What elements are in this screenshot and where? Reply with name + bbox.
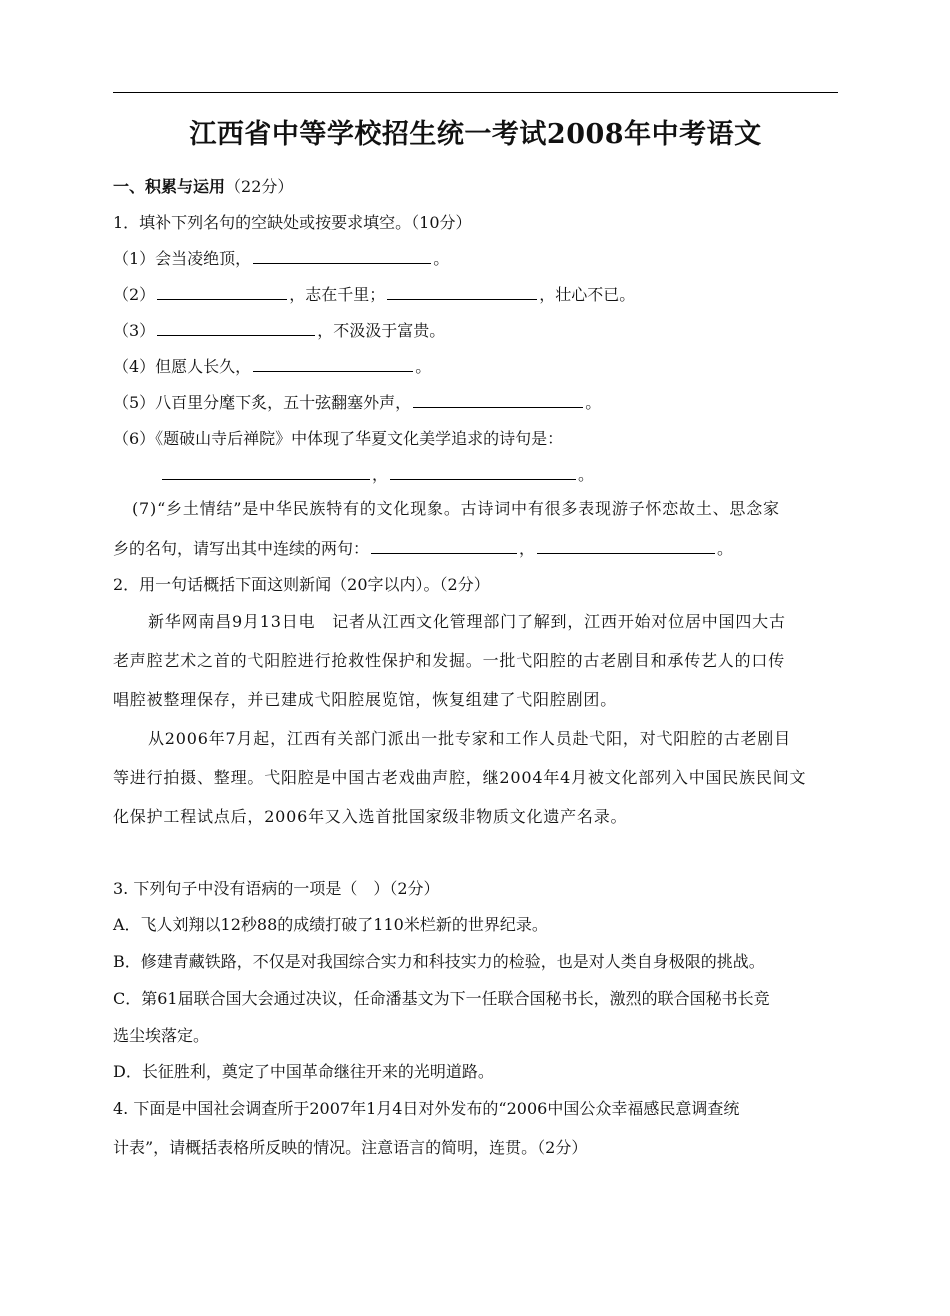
q4-stem-line1: 4. 下面是中国社会调查所于2007年1月4日对外发布的“2006中国公众幸福感民意调查统: [113, 1099, 740, 1118]
news-para-2-line: 等进行拍摄、整理。弋阳腔是中国古老戏曲声腔，继2004年4月被文化部列入中国民族民间文: [113, 768, 807, 787]
item-text: （1）会当凌绝顶，: [113, 249, 252, 268]
q3-option-a: A．飞人刘翔以12秒88的成绩打破了110米栏新的世界纪录。: [113, 915, 548, 934]
item-text: ，壮心不已。: [539, 285, 636, 304]
q1-item-7-line2: [113, 538, 733, 560]
answer-blank[interactable]: [371, 539, 517, 554]
page-title: 江西省中等学校招生统一考试2008年中考语文: [189, 119, 762, 150]
section-heading-label: 一、积累与运用: [113, 177, 226, 196]
news-para-2-line: 从2006年7月起，江西有关部门派出一批专家和工作人员赴弋阳，对弋阳腔的古老剧目: [148, 729, 791, 748]
q1-item-6-stem: （6）《题破山寺后禅院》中体现了华夏文化美学追求的诗句是：: [113, 429, 564, 448]
answer-blank[interactable]: [387, 285, 537, 300]
item-text: （5）八百里分麾下炙，五十弦翻塞外声，: [113, 393, 412, 412]
q3-stem: 3. 下列句子中没有语病的一项是（ ）（2分）: [113, 879, 440, 898]
q1-item-3: [113, 320, 445, 342]
q1-stem: 1．填补下列名句的空缺处或按要求填空。（10分）: [113, 213, 472, 232]
answer-blank[interactable]: [157, 321, 315, 336]
news-para-2-line: 化保护工程试点后，2006年又入选首批国家级非物质文化遗产名录。: [113, 807, 628, 826]
answer-blank[interactable]: [390, 465, 576, 480]
q3-option-b: B．修建青藏铁路，不仅是对我国综合实力和科技实力的检验，也是对人类自身极限的挑战。: [113, 952, 765, 971]
answer-blank[interactable]: [162, 465, 370, 480]
item-text: （2）: [113, 285, 156, 304]
q3-option-c-line1: C．第61届联合国大会通过决议，任命潘基文为下一任联合国秘书长，激烈的联合国秘书长竞: [113, 989, 770, 1008]
section-heading: [113, 176, 293, 198]
q1-item-4: [113, 356, 431, 378]
news-para-1-line: 唱腔被整理保存，并已建成弋阳腔展览馆，恢复组建了弋阳腔剧团。: [113, 690, 618, 709]
q1-item-7-line1: (7)“乡土情结”是中华民族特有的文化现象。古诗词中有很多表现游子怀恋故土、思念家: [132, 499, 780, 518]
terminator: 。: [578, 465, 595, 484]
q4-stem-line2: 计表”，请概括表格所反映的情况。注意语言的简明，连贯。（2分）: [113, 1138, 588, 1157]
q3-option-d: D．长征胜利，奠定了中国革命继往开来的光明道路。: [113, 1062, 494, 1081]
answer-blank[interactable]: [537, 539, 715, 554]
answer-blank[interactable]: [413, 393, 583, 408]
q1-item-5: [113, 392, 601, 414]
item-text: 。: [433, 249, 450, 268]
q3-option-c-line2: 选尘埃落定。: [113, 1026, 210, 1045]
header-rule: [113, 92, 838, 93]
section-heading-points: （22分）: [225, 177, 294, 196]
item-text: 乡的名句，请写出其中连续的两句：: [113, 539, 370, 558]
item-text: ，志在千里；: [289, 285, 386, 304]
q1-item-6-blanks: [160, 464, 594, 486]
separator: ，: [519, 539, 536, 558]
terminator: 。: [717, 539, 734, 558]
answer-blank[interactable]: [253, 357, 413, 372]
answer-blank[interactable]: [253, 249, 431, 264]
separator: ，: [372, 465, 389, 484]
news-para-1-line: 新华网南昌9月13日电 记者从江西文化管理部门了解到，江西开始对位居中国四大古: [148, 612, 786, 631]
q1-item-1: [113, 248, 449, 270]
item-text: 。: [415, 357, 432, 376]
item-text: ，不汲汲于富贵。: [317, 321, 446, 340]
answer-blank[interactable]: [157, 285, 287, 300]
item-text: （4）但愿人长久，: [113, 357, 252, 376]
item-text: （3）: [113, 321, 156, 340]
item-text: 。: [585, 393, 602, 412]
news-para-1-line: 老声腔艺术之首的弋阳腔进行抢救性保护和发掘。一批弋阳腔的古老剧目和承传艺人的口传: [113, 651, 786, 670]
q1-item-2: [113, 284, 635, 306]
q2-stem: 2．用一句话概括下面这则新闻（20字以内）。（2分）: [113, 575, 490, 594]
